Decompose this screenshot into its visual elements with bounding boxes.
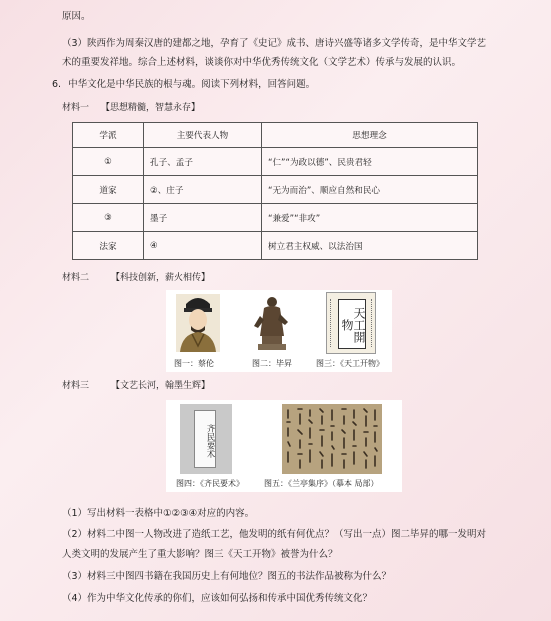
material3-image-panel (166, 400, 402, 492)
book-title-plate: 齐民要术 (194, 410, 216, 468)
book-side-text (330, 299, 335, 347)
table-cell: ②、庄子 (144, 176, 262, 204)
subquestion-1: （1）写出材料一表格中①②③④对应的内容。 (62, 508, 255, 519)
table-cell: 墨子 (144, 204, 262, 232)
tiangong-kaiwu-book-image (326, 292, 376, 354)
material2-label: 材料二 (62, 273, 90, 283)
lanting-xu-calligraphy-image (282, 404, 382, 474)
table-row (73, 148, 478, 176)
intro-line-2: （3）陕西作为周秦汉唐的建都之地，孕育了《史记》成书、唐诗兴盛等诸多文学传奇，是中华文学艺 (62, 38, 487, 49)
table-row (73, 176, 478, 204)
table-cell: “兼爱”“非攻” (262, 204, 478, 232)
question-stem: 中华文化是中华民族的根与魂。阅读下列材料，回答问题。 (68, 79, 316, 90)
material3-label: 材料三 (62, 381, 90, 391)
question-number: 6. (52, 79, 62, 90)
thought-table (72, 122, 478, 260)
subquestion-3: （3）材料三中图四书籍在我国历史上有何地位？图五的书法作品被称为什么？ (62, 571, 392, 582)
subquestion-2-continued: 人类文明的发展产生了重大影响？图三《天工开物》被誉为什么？ (62, 549, 338, 560)
intro-line-1: 原因。 (62, 11, 91, 22)
material2-heading (62, 270, 210, 283)
subquestion-4: （4）作为中华文化传承的你们，应该如何弘扬和传承中国优秀传统文化？ (62, 593, 373, 604)
cai-lun-portrait-image (176, 294, 220, 352)
subquestion-2: （2）材料二中图一人物改进了造纸工艺，他发明的纸有何优点？（写出一点）图二毕昇的哪一发明对 (62, 529, 487, 540)
table-cell: “仁”“为政以德”、民贵君轻 (262, 148, 478, 176)
question-6 (52, 78, 551, 91)
figure5-caption: 图五：《兰亭集序》（摹本 局部） (264, 479, 379, 488)
table-cell: 道家 (73, 176, 144, 204)
material2-theme: 【科技创新，薪火相传】 (111, 273, 211, 283)
qimin-yaoshu-book-image (180, 404, 232, 474)
table-cell: ① (73, 148, 144, 176)
table-row (73, 232, 478, 260)
material3-heading (62, 378, 210, 391)
material1-theme: 【思想精髓，智慧永存】 (101, 103, 201, 113)
book-title-plate: 天工開物 (338, 299, 366, 349)
figure3-caption: 图三：《天工开物》 (316, 359, 384, 368)
table-cell: 法家 (73, 232, 144, 260)
table-header: 主要代表人物 (144, 123, 262, 148)
table-row (73, 204, 478, 232)
figure4-caption: 图四：《齐民要术》 (176, 479, 244, 488)
table-header: 学派 (73, 123, 144, 148)
table-header: 思想理念 (262, 123, 478, 148)
table-cell: 孔子、孟子 (144, 148, 262, 176)
figure1-caption: 图一：蔡伦 (174, 359, 214, 368)
bi-sheng-statue-image (250, 292, 294, 352)
table-cell: ④ (144, 232, 262, 260)
figure2-caption: 图二：毕昇 (252, 359, 292, 368)
material1-label: 材料一 (62, 103, 90, 113)
table-header-row (73, 123, 478, 148)
material1-heading (62, 100, 200, 113)
intro-line-3: 术的重要发祥地。综合上述材料，谈谈你对中华优秀传统文化（文学艺术）传承与发展的认识。 (62, 57, 462, 68)
material2-image-panel (166, 290, 392, 372)
table-cell: ③ (73, 204, 144, 232)
table-cell: “无为而治”、顺应自然和民心 (262, 176, 478, 204)
material3-theme: 【文艺长河，翰墨生辉】 (111, 381, 211, 391)
book-side-text (367, 299, 372, 347)
table-cell: 树立君主权威、以法治国 (262, 232, 478, 260)
